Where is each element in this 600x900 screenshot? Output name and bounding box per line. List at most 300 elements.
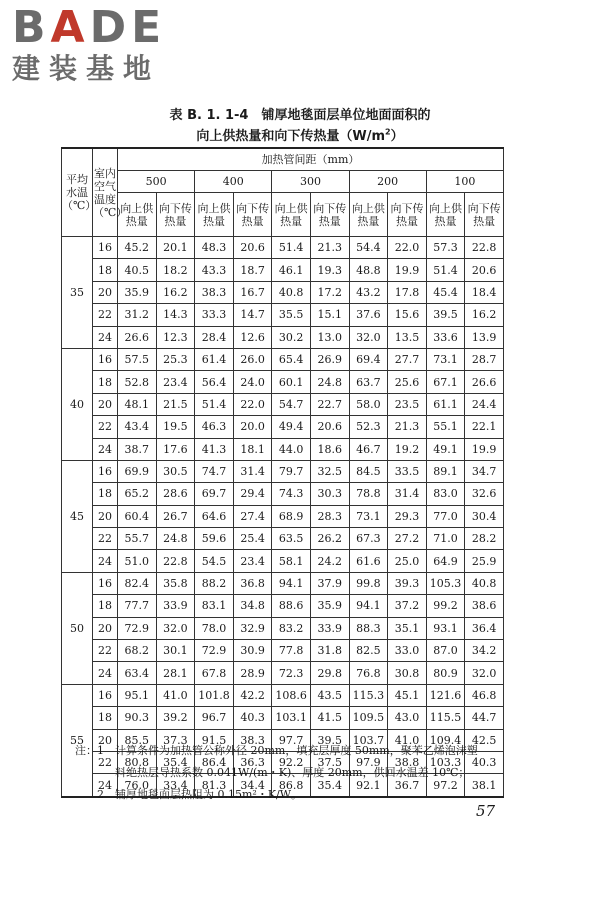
upward-heat-cell: 40.8 — [272, 281, 311, 303]
downward-heat-cell: 27.4 — [233, 505, 272, 527]
upward-heat-cell: 115.5 — [426, 707, 465, 729]
upward-heat-cell: 49.4 — [272, 416, 311, 438]
upward-heat-cell: 87.0 — [426, 640, 465, 662]
upward-heat-cell: 31.2 — [118, 304, 157, 326]
upward-heat-cell: 35.9 — [118, 281, 157, 303]
upward-heat-cell: 109.4 — [426, 729, 465, 751]
upward-heat-cell: 28.4 — [195, 326, 234, 348]
table-row — [62, 528, 504, 550]
water-temp-cell: 55 — [62, 684, 93, 796]
upward-heat-cell: 92.1 — [349, 774, 388, 797]
downward-heat-cell: 38.8 — [388, 751, 427, 773]
downward-heat-cell: 30.8 — [388, 662, 427, 684]
downward-heat-cell: 30.3 — [310, 483, 349, 505]
upward-heat-cell: 35.5 — [272, 304, 311, 326]
downward-heat-cell: 22.1 — [465, 416, 504, 438]
downward-heat-cell: 34.2 — [465, 640, 504, 662]
downward-heat-cell: 21.3 — [388, 416, 427, 438]
upward-heat-cell: 46.7 — [349, 438, 388, 460]
downward-heat-cell: 20.0 — [233, 416, 272, 438]
downward-heat-cell: 22.0 — [233, 393, 272, 415]
downward-heat-cell: 26.7 — [156, 505, 195, 527]
upward-heat-cell: 59.6 — [195, 528, 234, 550]
downward-heat-cell: 32.5 — [310, 460, 349, 482]
upward-heat-cell: 26.6 — [118, 326, 157, 348]
downward-heat-cell: 42.5 — [465, 729, 504, 751]
upward-heat-cell: 85.5 — [118, 729, 157, 751]
upward-heat-cell: 51.4 — [426, 259, 465, 281]
table-row — [62, 393, 504, 415]
upward-heat-cell: 60.1 — [272, 371, 311, 393]
downward-heat-cell: 38.6 — [465, 595, 504, 617]
water-temp-cell: 40 — [62, 348, 93, 460]
downward-heat-cell: 46.8 — [465, 684, 504, 706]
downward-heat-cell: 35.4 — [310, 774, 349, 797]
downward-heat-cell: 32.9 — [233, 617, 272, 639]
downward-heat-cell: 35.8 — [156, 572, 195, 594]
downward-heat-cell: 33.9 — [310, 617, 349, 639]
upward-heat-cell: 57.5 — [118, 348, 157, 370]
room-temp-cell: 22 — [93, 751, 118, 773]
header-avg-water-temp: 平均水温（℃） — [62, 148, 93, 237]
header-pipe-spacing: 加热管间距（mm） — [118, 148, 504, 171]
downward-heat-cell: 28.6 — [156, 483, 195, 505]
downward-heat-cell: 40.3 — [233, 707, 272, 729]
upward-heat-cell: 77.8 — [272, 640, 311, 662]
downward-heat-cell: 21.3 — [310, 237, 349, 259]
downward-heat-cell: 28.2 — [465, 528, 504, 550]
upward-heat-cell: 94.1 — [272, 572, 311, 594]
downward-heat-cell: 36.8 — [233, 572, 272, 594]
table-row — [62, 438, 504, 460]
downward-heat-cell: 20.6 — [233, 237, 272, 259]
downward-heat-cell: 12.3 — [156, 326, 195, 348]
header-down: 向下传热量 — [233, 193, 272, 237]
header-down: 向下传热量 — [388, 193, 427, 237]
downward-heat-cell: 34.8 — [233, 595, 272, 617]
upward-heat-cell: 51.4 — [195, 393, 234, 415]
downward-heat-cell: 30.5 — [156, 460, 195, 482]
downward-heat-cell: 38.3 — [233, 729, 272, 751]
upward-heat-cell: 49.1 — [426, 438, 465, 460]
downward-heat-cell: 39.3 — [388, 572, 427, 594]
upward-heat-cell: 61.4 — [195, 348, 234, 370]
header-up: 向上供热量 — [426, 193, 465, 237]
table-title: 表 B. 1. 1-4 铺厚地毯面层单位地面面积的 — [169, 108, 431, 123]
upward-heat-cell: 89.1 — [426, 460, 465, 482]
table-row — [62, 595, 504, 617]
upward-heat-cell: 46.3 — [195, 416, 234, 438]
upward-heat-cell: 94.1 — [349, 595, 388, 617]
header-up: 向上供热量 — [272, 193, 311, 237]
upward-heat-cell: 68.2 — [118, 640, 157, 662]
room-temp-cell: 16 — [93, 460, 118, 482]
downward-heat-cell: 33.5 — [388, 460, 427, 482]
upward-heat-cell: 115.3 — [349, 684, 388, 706]
room-temp-cell: 20 — [93, 281, 118, 303]
upward-heat-cell: 68.9 — [272, 505, 311, 527]
table-row — [62, 460, 504, 482]
table-row — [62, 572, 504, 594]
upward-heat-cell: 82.4 — [118, 572, 157, 594]
upward-heat-cell: 45.4 — [426, 281, 465, 303]
downward-heat-cell: 38.1 — [465, 774, 504, 797]
downward-heat-cell: 28.9 — [233, 662, 272, 684]
room-temp-cell: 16 — [93, 237, 118, 259]
upward-heat-cell: 56.4 — [195, 371, 234, 393]
downward-heat-cell: 26.9 — [310, 348, 349, 370]
upward-heat-cell: 45.2 — [118, 237, 157, 259]
upward-heat-cell: 41.3 — [195, 438, 234, 460]
upward-heat-cell: 52.3 — [349, 416, 388, 438]
upward-heat-cell: 48.1 — [118, 393, 157, 415]
downward-heat-cell: 23.4 — [233, 550, 272, 572]
table-row — [62, 550, 504, 572]
upward-heat-cell: 37.6 — [349, 304, 388, 326]
table-row — [62, 684, 504, 706]
downward-heat-cell: 19.9 — [465, 438, 504, 460]
upward-heat-cell: 80.8 — [118, 751, 157, 773]
downward-heat-cell: 18.4 — [465, 281, 504, 303]
room-temp-cell: 22 — [93, 528, 118, 550]
downward-heat-cell: 34.7 — [465, 460, 504, 482]
downward-heat-cell: 35.9 — [310, 595, 349, 617]
upward-heat-cell: 40.5 — [118, 259, 157, 281]
downward-heat-cell: 35.4 — [156, 751, 195, 773]
upward-heat-cell: 55.1 — [426, 416, 465, 438]
upward-heat-cell: 51.0 — [118, 550, 157, 572]
downward-heat-cell: 25.3 — [156, 348, 195, 370]
downward-heat-cell: 35.1 — [388, 617, 427, 639]
upward-heat-cell: 61.1 — [426, 393, 465, 415]
downward-heat-cell: 44.7 — [465, 707, 504, 729]
downward-heat-cell: 14.7 — [233, 304, 272, 326]
downward-heat-cell: 29.4 — [233, 483, 272, 505]
upward-heat-cell: 64.9 — [426, 550, 465, 572]
upward-heat-cell: 58.0 — [349, 393, 388, 415]
table-row — [62, 326, 504, 348]
room-temp-cell: 24 — [93, 550, 118, 572]
note-2: 2 铺厚地毯面层热阻为 0.15m²・K/W。 — [97, 788, 303, 801]
downward-heat-cell: 32.0 — [156, 617, 195, 639]
downward-heat-cell: 19.2 — [388, 438, 427, 460]
upward-heat-cell: 97.9 — [349, 751, 388, 773]
upward-heat-cell: 101.8 — [195, 684, 234, 706]
downward-heat-cell: 18.7 — [233, 259, 272, 281]
upward-heat-cell: 33.3 — [195, 304, 234, 326]
upward-heat-cell: 73.1 — [349, 505, 388, 527]
table-row — [62, 640, 504, 662]
downward-heat-cell: 29.3 — [388, 505, 427, 527]
downward-heat-cell: 12.6 — [233, 326, 272, 348]
downward-heat-cell: 26.2 — [310, 528, 349, 550]
upward-heat-cell: 54.7 — [272, 393, 311, 415]
room-temp-cell: 18 — [93, 483, 118, 505]
downward-heat-cell: 33.9 — [156, 595, 195, 617]
table-row — [62, 617, 504, 639]
downward-heat-cell: 41.0 — [156, 684, 195, 706]
upward-heat-cell: 38.7 — [118, 438, 157, 460]
room-temp-cell: 20 — [93, 393, 118, 415]
table-row — [62, 304, 504, 326]
downward-heat-cell: 42.2 — [233, 684, 272, 706]
upward-heat-cell: 54.4 — [349, 237, 388, 259]
upward-heat-cell: 64.6 — [195, 505, 234, 527]
upward-heat-cell: 121.6 — [426, 684, 465, 706]
upward-heat-cell: 73.1 — [426, 348, 465, 370]
downward-heat-cell: 33.0 — [388, 640, 427, 662]
table-row — [62, 662, 504, 684]
upward-heat-cell: 88.3 — [349, 617, 388, 639]
downward-heat-cell: 18.6 — [310, 438, 349, 460]
upward-heat-cell: 99.8 — [349, 572, 388, 594]
room-temp-cell: 22 — [93, 416, 118, 438]
upward-heat-cell: 103.7 — [349, 729, 388, 751]
downward-heat-cell: 37.2 — [388, 595, 427, 617]
upward-heat-cell: 74.3 — [272, 483, 311, 505]
table-row — [62, 707, 504, 729]
header-down: 向下传热量 — [310, 193, 349, 237]
downward-heat-cell: 19.5 — [156, 416, 195, 438]
upward-heat-cell: 97.2 — [426, 774, 465, 797]
downward-heat-cell: 39.2 — [156, 707, 195, 729]
upward-heat-cell: 48.8 — [349, 259, 388, 281]
room-temp-cell: 24 — [93, 662, 118, 684]
upward-heat-cell: 88.6 — [272, 595, 311, 617]
room-temp-cell: 20 — [93, 617, 118, 639]
header-spacing-200: 200 — [349, 171, 426, 193]
logo — [12, 2, 167, 85]
room-temp-cell: 24 — [93, 326, 118, 348]
table-row — [62, 483, 504, 505]
room-temp-cell: 18 — [93, 259, 118, 281]
downward-heat-cell: 40.8 — [465, 572, 504, 594]
upward-heat-cell: 32.0 — [349, 326, 388, 348]
upward-heat-cell: 86.4 — [195, 751, 234, 773]
downward-heat-cell: 37.9 — [310, 572, 349, 594]
downward-heat-cell: 27.7 — [388, 348, 427, 370]
downward-heat-cell: 19.3 — [310, 259, 349, 281]
upward-heat-cell: 91.5 — [195, 729, 234, 751]
upward-heat-cell: 92.2 — [272, 751, 311, 773]
table-row — [62, 281, 504, 303]
downward-heat-cell: 28.7 — [465, 348, 504, 370]
downward-heat-cell: 45.1 — [388, 684, 427, 706]
room-temp-cell: 16 — [93, 572, 118, 594]
downward-heat-cell: 15.1 — [310, 304, 349, 326]
upward-heat-cell: 83.0 — [426, 483, 465, 505]
upward-heat-cell: 71.0 — [426, 528, 465, 550]
upward-heat-cell: 65.4 — [272, 348, 311, 370]
upward-heat-cell: 67.1 — [426, 371, 465, 393]
downward-heat-cell: 28.3 — [310, 505, 349, 527]
upward-heat-cell: 97.7 — [272, 729, 311, 751]
header-up: 向上供热量 — [118, 193, 157, 237]
downward-heat-cell: 43.0 — [388, 707, 427, 729]
upward-heat-cell: 72.9 — [118, 617, 157, 639]
upward-heat-cell: 83.2 — [272, 617, 311, 639]
downward-heat-cell: 20.6 — [310, 416, 349, 438]
header-room-air-temp: 室内空气温度（℃） — [93, 148, 118, 237]
upward-heat-cell: 61.6 — [349, 550, 388, 572]
downward-heat-cell: 31.4 — [388, 483, 427, 505]
downward-heat-cell: 36.3 — [233, 751, 272, 773]
upward-heat-cell: 63.4 — [118, 662, 157, 684]
upward-heat-cell: 79.7 — [272, 460, 311, 482]
downward-heat-cell: 25.9 — [465, 550, 504, 572]
upward-heat-cell: 44.0 — [272, 438, 311, 460]
downward-heat-cell: 43.5 — [310, 684, 349, 706]
downward-heat-cell: 22.8 — [465, 237, 504, 259]
upward-heat-cell: 103.3 — [426, 751, 465, 773]
upward-heat-cell: 65.2 — [118, 483, 157, 505]
table-row — [62, 371, 504, 393]
water-temp-cell: 45 — [62, 460, 93, 572]
downward-heat-cell: 26.0 — [233, 348, 272, 370]
downward-heat-cell: 25.4 — [233, 528, 272, 550]
upward-heat-cell: 58.1 — [272, 550, 311, 572]
upward-heat-cell: 72.3 — [272, 662, 311, 684]
room-temp-cell: 20 — [93, 729, 118, 751]
upward-heat-cell: 67.8 — [195, 662, 234, 684]
downward-heat-cell: 17.2 — [310, 281, 349, 303]
upward-heat-cell: 77.0 — [426, 505, 465, 527]
downward-heat-cell: 39.5 — [310, 729, 349, 751]
header-spacing-100: 100 — [426, 171, 503, 193]
table-row — [62, 237, 504, 259]
upward-heat-cell: 57.3 — [426, 237, 465, 259]
room-temp-cell: 18 — [93, 595, 118, 617]
downward-heat-cell: 34.4 — [233, 774, 272, 797]
upward-heat-cell: 43.3 — [195, 259, 234, 281]
upward-heat-cell: 48.3 — [195, 237, 234, 259]
downward-heat-cell: 19.9 — [388, 259, 427, 281]
downward-heat-cell: 40.3 — [465, 751, 504, 773]
downward-heat-cell: 13.0 — [310, 326, 349, 348]
upward-heat-cell: 30.2 — [272, 326, 311, 348]
page-number: 57 — [476, 802, 496, 820]
upward-heat-cell: 67.3 — [349, 528, 388, 550]
downward-heat-cell: 26.6 — [465, 371, 504, 393]
upward-heat-cell: 83.1 — [195, 595, 234, 617]
upward-heat-cell: 72.9 — [195, 640, 234, 662]
notes — [75, 740, 525, 806]
downward-heat-cell: 31.8 — [310, 640, 349, 662]
table-subtitle: 向上供热量和向下传热量$(W/m^2)$ — [196, 127, 404, 144]
water-temp-cell: 50 — [62, 572, 93, 684]
upward-heat-cell: 46.1 — [272, 259, 311, 281]
upward-heat-cell: 103.1 — [272, 707, 311, 729]
downward-heat-cell: 24.8 — [310, 371, 349, 393]
upward-heat-cell: 88.2 — [195, 572, 234, 594]
upward-heat-cell: 86.8 — [272, 774, 311, 797]
upward-heat-cell: 60.4 — [118, 505, 157, 527]
header-up: 向上供热量 — [195, 193, 234, 237]
upward-heat-cell: 95.1 — [118, 684, 157, 706]
upward-heat-cell: 69.4 — [349, 348, 388, 370]
downward-heat-cell: 27.2 — [388, 528, 427, 550]
downward-heat-cell: 16.2 — [465, 304, 504, 326]
downward-heat-cell: 41.5 — [310, 707, 349, 729]
table-row — [62, 348, 504, 370]
upward-heat-cell: 43.2 — [349, 281, 388, 303]
upward-heat-cell: 84.5 — [349, 460, 388, 482]
downward-heat-cell: 20.1 — [156, 237, 195, 259]
downward-heat-cell: 13.9 — [465, 326, 504, 348]
downward-heat-cell: 37.5 — [310, 751, 349, 773]
upward-heat-cell: 105.3 — [426, 572, 465, 594]
downward-heat-cell: 36.4 — [465, 617, 504, 639]
water-temp-cell: 35 — [62, 237, 93, 349]
room-temp-cell: 24 — [93, 774, 118, 797]
upward-heat-cell: 76.8 — [349, 662, 388, 684]
downward-heat-cell: 31.4 — [233, 460, 272, 482]
downward-heat-cell: 22.0 — [388, 237, 427, 259]
downward-heat-cell: 24.2 — [310, 550, 349, 572]
downward-heat-cell: 22.8 — [156, 550, 195, 572]
data-table — [61, 147, 504, 798]
header-spacing-400: 400 — [195, 171, 272, 193]
upward-heat-cell: 77.7 — [118, 595, 157, 617]
room-temp-cell: 22 — [93, 640, 118, 662]
table-row — [62, 416, 504, 438]
downward-heat-cell: 21.5 — [156, 393, 195, 415]
upward-heat-cell: 81.3 — [195, 774, 234, 797]
upward-heat-cell: 99.2 — [426, 595, 465, 617]
room-temp-cell: 16 — [93, 684, 118, 706]
downward-heat-cell: 30.1 — [156, 640, 195, 662]
header-down: 向下传热量 — [156, 193, 195, 237]
upward-heat-cell: 82.5 — [349, 640, 388, 662]
downward-heat-cell: 23.4 — [156, 371, 195, 393]
room-temp-cell: 18 — [93, 707, 118, 729]
upward-heat-cell: 90.3 — [118, 707, 157, 729]
downward-heat-cell: 18.1 — [233, 438, 272, 460]
downward-heat-cell: 24.4 — [465, 393, 504, 415]
downward-heat-cell: 14.3 — [156, 304, 195, 326]
downward-heat-cell: 24.8 — [156, 528, 195, 550]
upward-heat-cell: 78.0 — [195, 617, 234, 639]
note-1-continued: 料绝热层导热系数 0.041W/(m・K)、厚度 20mm，供回水温差 10℃； — [115, 766, 470, 779]
table-row — [62, 505, 504, 527]
upward-heat-cell: 54.5 — [195, 550, 234, 572]
upward-heat-cell: 69.7 — [195, 483, 234, 505]
upward-heat-cell: 63.7 — [349, 371, 388, 393]
upward-heat-cell: 69.9 — [118, 460, 157, 482]
table-row — [62, 259, 504, 281]
upward-heat-cell: 51.4 — [272, 237, 311, 259]
header-spacing-300: 300 — [272, 171, 349, 193]
upward-heat-cell: 108.6 — [272, 684, 311, 706]
upward-heat-cell: 96.7 — [195, 707, 234, 729]
downward-heat-cell: 22.7 — [310, 393, 349, 415]
downward-heat-cell: 16.7 — [233, 281, 272, 303]
downward-heat-cell: 32.6 — [465, 483, 504, 505]
downward-heat-cell: 36.7 — [388, 774, 427, 797]
room-temp-cell: 24 — [93, 438, 118, 460]
logo-latin: BADE — [12, 2, 167, 53]
downward-heat-cell: 17.6 — [156, 438, 195, 460]
header-spacing-500: 500 — [118, 171, 195, 193]
downward-heat-cell: 17.8 — [388, 281, 427, 303]
downward-heat-cell: 37.3 — [156, 729, 195, 751]
downward-heat-cell: 20.6 — [465, 259, 504, 281]
downward-heat-cell: 29.8 — [310, 662, 349, 684]
upward-heat-cell: 55.7 — [118, 528, 157, 550]
room-temp-cell: 18 — [93, 371, 118, 393]
downward-heat-cell: 28.1 — [156, 662, 195, 684]
downward-heat-cell: 33.4 — [156, 774, 195, 797]
